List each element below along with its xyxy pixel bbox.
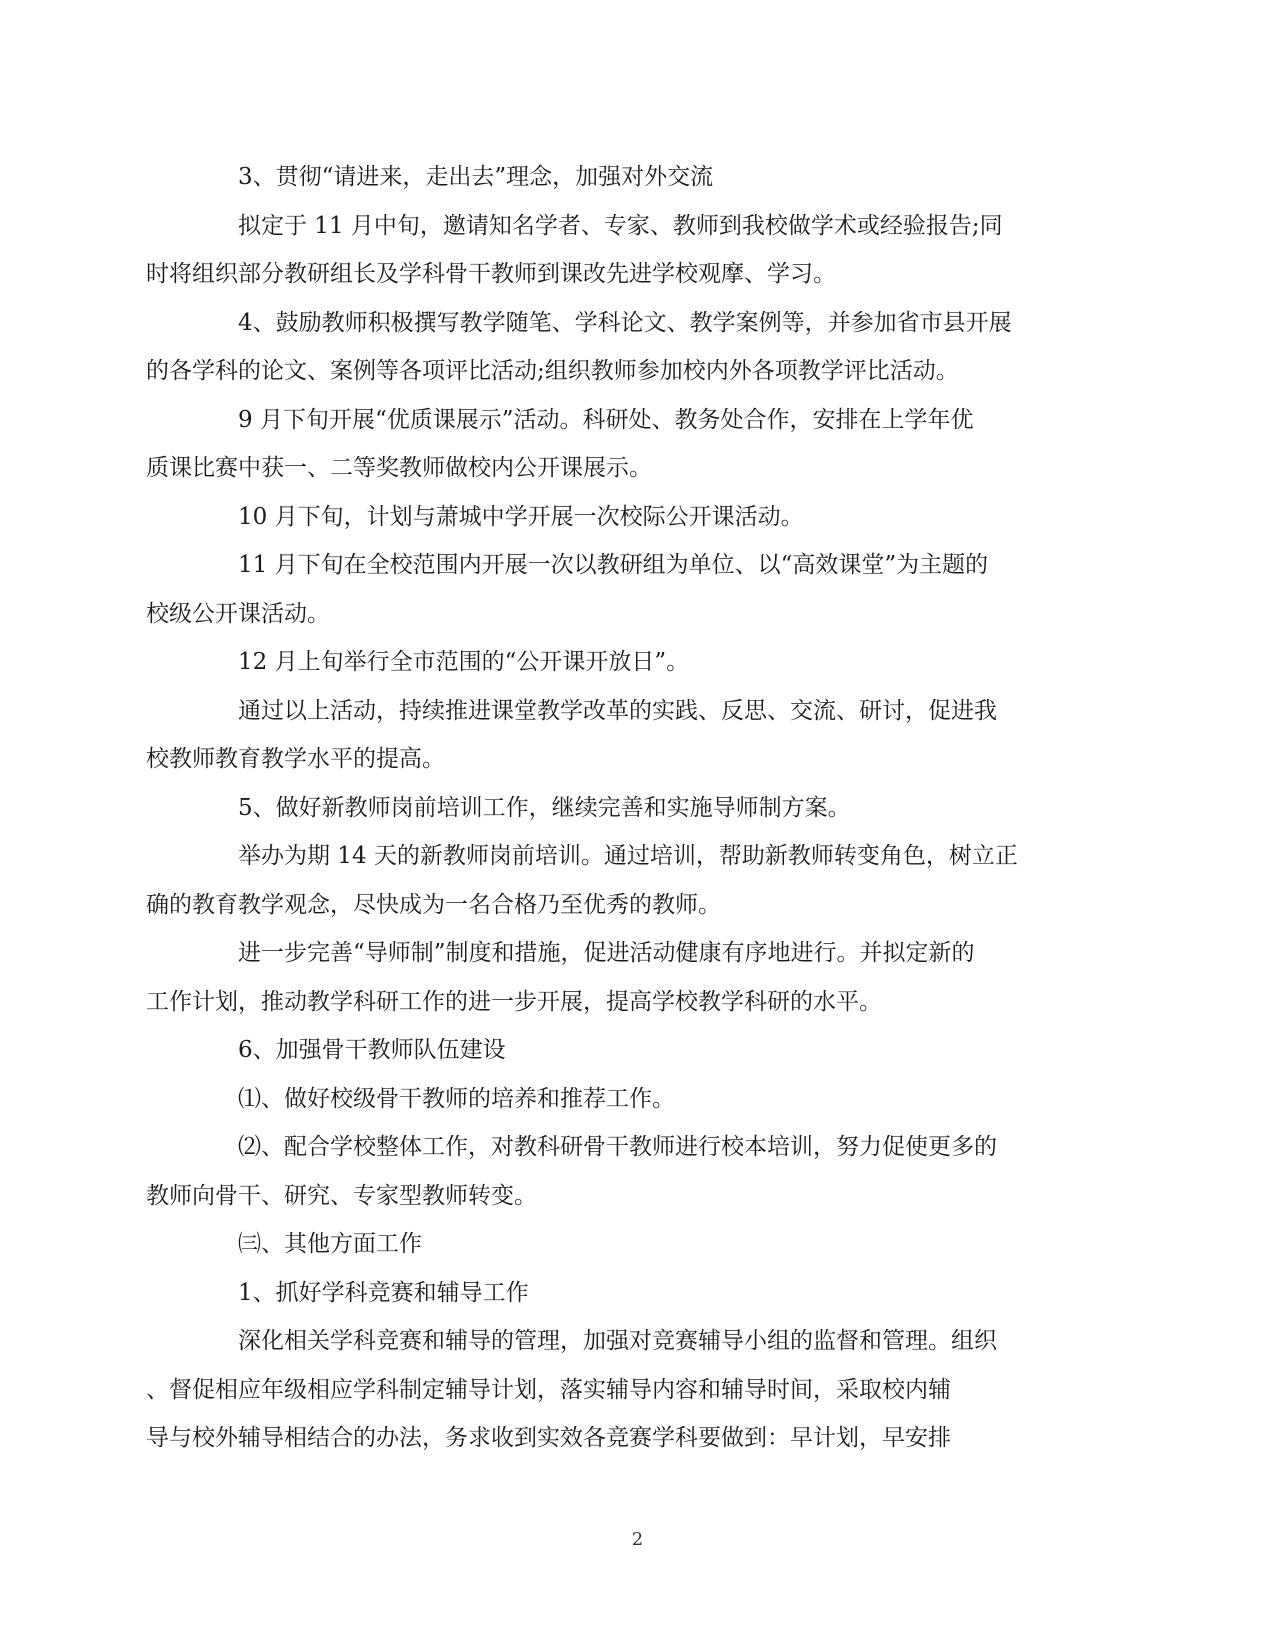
page-number: 2 [631,1529,644,1550]
paragraph-line: 举办为期 14 天的新教师岗前培训。通过培训，帮助新教师转变角色，树立正 [238,843,1018,869]
paragraph [146,1317,1078,1463]
paragraph-line: ⑴、做好校级骨干教师的培养和推荐工作。 [238,1085,675,1112]
paragraph-line: 、督促相应年级相应学科制定辅导计划，落实辅导内容和辅导时间，采取校内辅 [146,1376,951,1403]
paragraph [192,638,1078,687]
paragraph-line: 6、加强骨干教师队伍建设 [238,1037,506,1063]
paragraph-line: 确的教育教学观念，尽快成为一名合格乃至优秀的教师。 [146,891,721,918]
paragraph [192,1269,1078,1318]
paragraph-line: 3、贯彻“请进来，走出去”理念，加强对外交流 [238,164,714,190]
paragraph [192,784,1078,833]
paragraph [146,687,1078,784]
paragraph-line: ⑵、配合学校整体工作，对教科研骨干教师进行校本培训，努力促使更多的 [238,1134,997,1160]
paragraph-line: 5、做好新教师岗前培训工作，继续完善和实施导师制方案。 [238,794,851,821]
paragraph-line: 校级公开课活动。 [146,600,330,627]
paragraph [192,493,1078,542]
paragraph-line: ㈢、其他方面工作 [238,1231,422,1257]
paragraph-line: 的各学科的论文、案例等各项评比活动;组织教师参加校内外各项教学评比活动。 [146,358,959,384]
paragraph-line: 9 月下旬开展“优质课展示”活动。科研处、教务处合作，安排在上学年优 [238,406,974,433]
paragraph-line: 通过以上活动，持续推进课堂教学改革的实践、反思、交流、研讨，促进我 [238,697,997,724]
paragraph-line: 11 月下旬在全校范围内开展一次以教研组为单位、以“高效课堂”为主题的 [238,552,989,578]
paragraph-line: 进一步完善“导师制”制度和措施，促进活动健康有序地进行。并拟定新的 [238,940,975,966]
paragraph-line: 工作计划，推动教学科研工作的进一步开展，提高学校教学科研的水平。 [146,988,882,1015]
paragraph [146,299,1078,396]
paragraph [192,1220,1078,1269]
paragraph [146,1123,1078,1220]
paragraph-line: 拟定于 11 月中旬，邀请知名学者、专家、教师到我校做学术或经验报告;同 [238,212,1003,239]
paragraph-line: 深化相关学科竞赛和辅导的管理，加强对竞赛辅导小组的监督和管理。组织 [238,1328,997,1354]
paragraph [146,541,1078,638]
paragraph-line: 质课比赛中获一、二等奖教师做校内公开课展示。 [146,455,652,481]
paragraph [192,1026,1078,1075]
paragraph-line: 10 月下旬，计划与萧城中学开展一次校际公开课活动。 [238,503,804,530]
paragraph [192,153,1078,202]
paragraph-line: 教师向骨干、研究、专家型教师转变。 [146,1182,537,1209]
body-text [146,153,1078,1463]
paragraph-line: 12 月上旬举行全市范围的“公开课开放日”。 [238,649,690,675]
paragraph-line: 时将组织部分教研组长及学科骨干教师到课改先进学校观摩、学习。 [146,261,836,287]
paragraph-line: 1、抓好学科竞赛和辅导工作 [238,1279,529,1306]
paragraph [146,202,1078,299]
paragraph [146,832,1078,929]
paragraph-line: 4、鼓励教师积极撰写教学随笔、学科论文、教学案例等，并参加省市县开展 [238,309,1012,336]
paragraph-line: 校教师教育教学水平的提高。 [146,746,445,772]
paragraph [146,929,1078,1026]
paragraph [146,396,1078,493]
paragraph [192,1075,1078,1124]
paragraph-line: 导与校外辅导相结合的办法，务求收到实效各竞赛学科要做到：早计划，早安排 [146,1425,951,1451]
